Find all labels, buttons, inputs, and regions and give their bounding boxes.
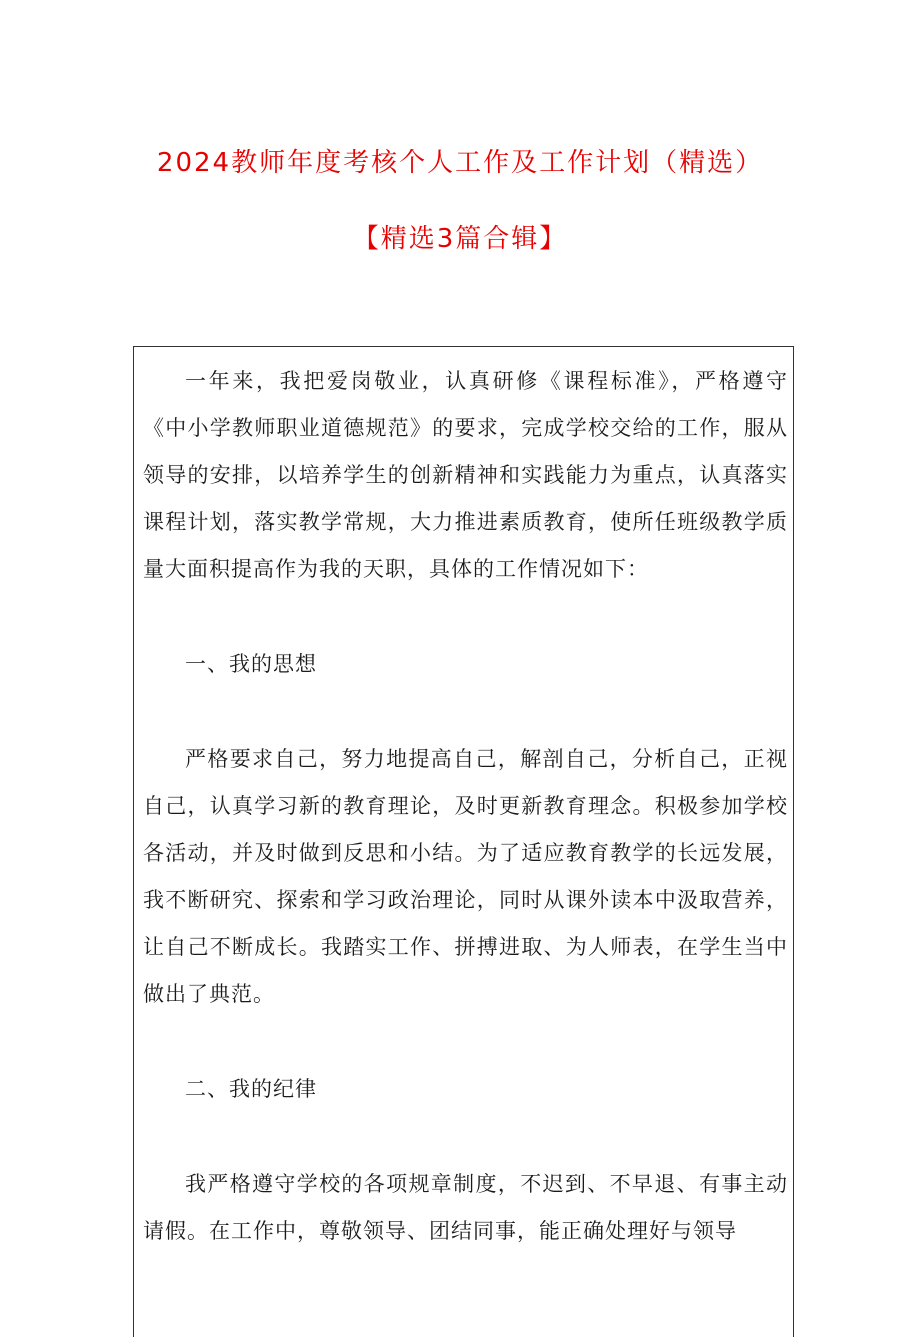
paragraph-thought: 严格要求自己，努力地提高自己，解剖自己，分析自己，正视自己，认真学习新的教育理论，及时更新教育理念。积极参加学校各活动，并及时做到反思和小结。为了适应教育教学的长远发展，我不断研究、探索和学习政治理论，同时从课外读本中汲取营养，让自己不断成长。我踏实工作、拼搏进取、为人师表，在学生当中做出了典范。 bbox=[143, 747, 788, 1006]
section-heading-discipline: 二、我的纪律 bbox=[185, 1077, 317, 1101]
section-heading-thought: 一、我的思想 bbox=[185, 652, 317, 676]
document-subtitle: 【精选3篇合辑】 bbox=[352, 224, 568, 254]
document-body bbox=[143, 358, 788, 1255]
paragraph-intro: 一年来，我把爱岗敬业，认真研修《课程标准》，严格遵守《中小学教师职业道德规范》的要求，完成学校交给的工作，服从领导的安排，以培养学生的创新精神和实践能力为重点，认真落实课程计划，落实教学常规，大力推进素质教育，使所任班级教学质量大面积提高作为我的天职，具体的工作情况如下： bbox=[143, 369, 788, 581]
paragraph-discipline: 我严格遵守学校的各项规章制度，不迟到、不早退、有事主动请假。在工作中，尊敬领导、团结同事，能正确处理好与领导 bbox=[143, 1172, 788, 1243]
document-title: 2024教师年度考核个人工作及工作计划（精选） bbox=[156, 148, 764, 178]
